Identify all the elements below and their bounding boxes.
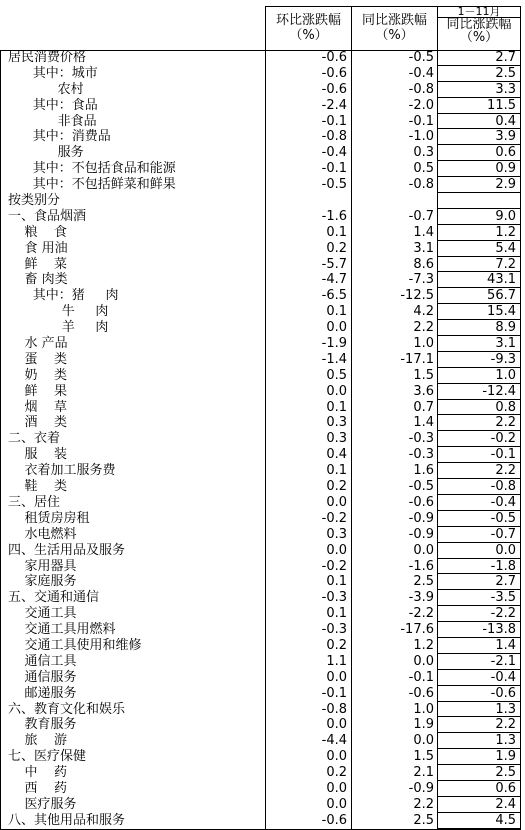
ytd-yoy-value: -12.4: [437, 384, 521, 400]
yoy-value: 3.6: [351, 384, 437, 400]
mom-value: 0.1: [265, 463, 351, 479]
row-label: 家用器具: [8, 558, 77, 574]
row-label: 畜 肉类: [8, 272, 68, 288]
table-row: [0, 670, 525, 686]
row-label: 食 用油: [8, 240, 68, 256]
row-label: 七、医疗保健: [8, 749, 87, 765]
yoy-value: -0.7: [351, 209, 437, 225]
mom-value: 0.2: [265, 638, 351, 654]
mom-value: 0.3: [265, 415, 351, 431]
table-row: [0, 272, 525, 288]
ytd-yoy-value: -0.4: [437, 670, 521, 686]
table-row: [0, 66, 525, 82]
mom-value: [265, 193, 351, 209]
mom-value: -0.1: [265, 161, 351, 177]
yoy-value: 8.6: [351, 257, 437, 273]
ytd-yoy-value: -9.3: [437, 352, 521, 368]
row-label: 中 药: [8, 765, 68, 781]
header-mom-change: [265, 6, 351, 50]
table-row: [0, 114, 525, 130]
mom-value: 0.3: [265, 527, 351, 543]
yoy-value: -0.8: [351, 177, 437, 193]
row-label: 教育服务: [8, 717, 77, 733]
row-label: 其中：食品: [8, 97, 98, 113]
ytd-yoy-value: -0.7: [437, 527, 521, 543]
yoy-value: 1.2: [351, 638, 437, 654]
mom-value: -4.7: [265, 272, 351, 288]
ytd-yoy-value: 0.9: [437, 161, 521, 177]
row-label: 二、衣着: [8, 431, 61, 447]
table-row: [0, 336, 525, 352]
row-label: 水 产品: [8, 336, 68, 352]
table-row: [0, 781, 525, 797]
yoy-value: 1.6: [351, 463, 437, 479]
table-row: [0, 82, 525, 98]
yoy-value: -0.3: [351, 447, 437, 463]
ytd-yoy-value: 0.4: [437, 114, 521, 130]
row-label: 烟 草: [8, 399, 68, 415]
yoy-value: 0.0: [351, 733, 437, 749]
mom-value: -0.8: [265, 129, 351, 145]
yoy-value: 2.5: [351, 574, 437, 590]
ytd-yoy-value: -1.8: [437, 559, 521, 575]
mom-value: 0.4: [265, 447, 351, 463]
table-row: [0, 654, 525, 670]
mom-value: 0.2: [265, 765, 351, 781]
header-ytd-yoy-change: [437, 6, 521, 50]
mom-value: 0.3: [265, 431, 351, 447]
row-label: 水电燃料: [8, 526, 77, 542]
header-yoy-unit: （%）: [375, 28, 414, 43]
table-row: [0, 606, 525, 622]
row-label: 非食品: [8, 113, 97, 129]
yoy-value: -0.4: [351, 66, 437, 82]
mom-value: -0.2: [265, 511, 351, 527]
yoy-value: 3.1: [351, 241, 437, 257]
table-row: [0, 813, 525, 829]
ytd-yoy-value: 2.2: [437, 463, 521, 479]
ytd-yoy-value: 56.7: [437, 288, 521, 304]
row-label: 衣着加工服务费: [8, 463, 116, 479]
yoy-value: -12.5: [351, 288, 437, 304]
ytd-yoy-value: 3.1: [437, 336, 521, 352]
table-row: [0, 50, 525, 66]
ytd-yoy-value: 2.4: [437, 797, 521, 813]
yoy-value: 2.2: [351, 320, 437, 336]
row-label: 其中：不包括食品和能源: [8, 161, 176, 177]
mom-value: -0.2: [265, 559, 351, 575]
row-label: 八、其他用品和服务: [8, 812, 126, 828]
table-row: [0, 543, 525, 559]
row-label: 服 装: [8, 447, 68, 463]
yoy-value: -17.1: [351, 352, 437, 368]
ytd-yoy-value: -0.6: [437, 686, 521, 702]
ytd-yoy-value: 2.5: [437, 765, 521, 781]
mom-value: 0.1: [265, 606, 351, 622]
ytd-yoy-value: 2.7: [437, 574, 521, 590]
row-label: 牛 肉: [8, 304, 109, 320]
row-label: 交通工具: [8, 606, 77, 622]
table-row: [0, 686, 525, 702]
yoy-value: 2.5: [351, 813, 437, 829]
yoy-value: -0.9: [351, 511, 437, 527]
ytd-yoy-value: 9.0: [437, 209, 521, 225]
ytd-yoy-value: 1.3: [437, 702, 521, 718]
mom-value: 0.0: [265, 797, 351, 813]
ytd-yoy-value: -0.2: [437, 431, 521, 447]
row-label: 邮递服务: [8, 685, 77, 701]
table-row: [0, 225, 525, 241]
table-row: [0, 622, 525, 638]
table-row: [0, 177, 525, 193]
row-label: 租赁房房租: [8, 510, 90, 526]
ytd-yoy-value: -0.4: [437, 495, 521, 511]
row-label: 五、交通和通信: [8, 590, 100, 606]
yoy-value: -1.6: [351, 559, 437, 575]
header-yoy-change: [351, 6, 437, 50]
ytd-yoy-value: -13.8: [437, 622, 521, 638]
yoy-value: 1.9: [351, 717, 437, 733]
mom-value: 0.0: [265, 749, 351, 765]
yoy-value: -0.1: [351, 114, 437, 130]
yoy-value: -7.3: [351, 272, 437, 288]
row-label: 服务: [8, 145, 84, 161]
mom-value: -0.1: [265, 114, 351, 130]
yoy-value: 1.5: [351, 368, 437, 384]
table-row: [0, 320, 525, 336]
mom-value: 0.5: [265, 368, 351, 384]
table-row: [0, 161, 525, 177]
row-label: 家庭服务: [8, 574, 77, 590]
mom-value: 0.2: [265, 241, 351, 257]
mom-value: -1.4: [265, 352, 351, 368]
yoy-value: 0.5: [351, 161, 437, 177]
table-row: [0, 511, 525, 527]
mom-value: 0.0: [265, 320, 351, 336]
yoy-value: -0.6: [351, 495, 437, 511]
row-label: 酒 类: [8, 415, 68, 431]
row-label: 西 药: [8, 780, 68, 796]
header-yoy-label: 同比涨跌幅: [361, 13, 427, 28]
ytd-yoy-value: 2.2: [437, 415, 521, 431]
ytd-yoy-value: 2.7: [437, 50, 521, 66]
ytd-yoy-value: 1.0: [437, 368, 521, 384]
mom-value: 1.1: [265, 654, 351, 670]
yoy-value: 2.1: [351, 765, 437, 781]
ytd-yoy-value: 3.9: [437, 129, 521, 145]
yoy-value: -0.3: [351, 431, 437, 447]
mom-value: -0.3: [265, 622, 351, 638]
row-label: 其中：猪 肉: [8, 288, 119, 304]
header-mom-label: 环比涨跌幅: [275, 13, 341, 28]
ytd-yoy-value: -2.1: [437, 654, 521, 670]
mom-value: -0.1: [265, 686, 351, 702]
mom-value: -5.7: [265, 257, 351, 273]
table-row: [0, 209, 525, 225]
row-label: 其中：城市: [8, 65, 98, 81]
yoy-value: -2.0: [351, 98, 437, 114]
ytd-yoy-value: 15.4: [437, 304, 521, 320]
table-row: [0, 574, 525, 590]
ytd-yoy-value: 1.2: [437, 225, 521, 241]
ytd-yoy-value: 0.0: [437, 543, 521, 559]
row-label: 粮 食: [8, 224, 68, 240]
table-body: [0, 50, 525, 829]
table-row: [0, 765, 525, 781]
yoy-value: [351, 193, 437, 209]
row-label: 奶 类: [8, 367, 68, 383]
yoy-value: 0.0: [351, 543, 437, 559]
ytd-yoy-value: 4.5: [437, 813, 521, 829]
mom-value: -6.5: [265, 288, 351, 304]
ytd-yoy-value: 3.3: [437, 82, 521, 98]
ytd-yoy-value: 0.8: [437, 400, 521, 416]
table-row: [0, 193, 525, 209]
yoy-value: -0.6: [351, 686, 437, 702]
ytd-yoy-value: -3.5: [437, 590, 521, 606]
mom-value: -0.4: [265, 145, 351, 161]
mom-value: 0.2: [265, 479, 351, 495]
mom-value: -0.8: [265, 702, 351, 718]
yoy-value: 1.5: [351, 749, 437, 765]
ytd-yoy-value: 5.4: [437, 241, 521, 257]
mom-value: 0.0: [265, 717, 351, 733]
table-row: [0, 527, 525, 543]
table-row: [0, 447, 525, 463]
row-label: 旅 游: [8, 733, 68, 749]
row-label: 羊 肉: [8, 320, 109, 336]
row-label: 医疗服务: [8, 796, 77, 812]
ytd-yoy-value: 2.5: [437, 66, 521, 82]
yoy-value: -0.1: [351, 670, 437, 686]
yoy-value: 1.0: [351, 336, 437, 352]
table-row: [0, 702, 525, 718]
mom-value: -0.6: [265, 813, 351, 829]
row-label: 一、食品烟酒: [8, 208, 87, 224]
yoy-value: -0.9: [351, 527, 437, 543]
table-row: [0, 749, 525, 765]
row-label: 通信服务: [8, 669, 77, 685]
table-row: [0, 129, 525, 145]
yoy-value: 0.7: [351, 400, 437, 416]
table-row: [0, 384, 525, 400]
ytd-yoy-value: 1.3: [437, 733, 521, 749]
table-row: [0, 638, 525, 654]
mom-value: -0.5: [265, 177, 351, 193]
row-label: 其中：不包括鲜菜和鲜果: [8, 177, 176, 193]
row-label: 蛋 类: [8, 351, 68, 367]
ytd-yoy-value: 11.5: [437, 98, 521, 114]
mom-value: 0.1: [265, 574, 351, 590]
ytd-yoy-value: -0.1: [437, 447, 521, 463]
header-ytd-label: 同比涨跌幅: [446, 17, 512, 32]
ytd-yoy-value: -2.2: [437, 606, 521, 622]
table-row: [0, 495, 525, 511]
mom-value: 0.1: [265, 304, 351, 320]
yoy-value: 4.2: [351, 304, 437, 320]
ytd-yoy-value: 1.4: [437, 638, 521, 654]
yoy-value: -0.8: [351, 82, 437, 98]
ytd-yoy-value: 1.9: [437, 749, 521, 765]
ytd-yoy-value: -0.5: [437, 511, 521, 527]
mom-value: -0.3: [265, 590, 351, 606]
row-label: 四、生活用品及服务: [8, 542, 126, 558]
table-row: [0, 415, 525, 431]
row-label: 农村: [8, 81, 84, 97]
row-label: 六、教育文化和娱乐: [8, 701, 126, 717]
mom-value: 0.0: [265, 781, 351, 797]
yoy-value: 0.3: [351, 145, 437, 161]
row-label: 鲜 果: [8, 383, 68, 399]
header-ytd-unit: （%）: [459, 30, 499, 45]
header-mom-unit: （%）: [289, 28, 328, 43]
ytd-yoy-value: [437, 193, 521, 209]
yoy-value: -2.2: [351, 606, 437, 622]
yoy-value: -0.5: [351, 479, 437, 495]
table-row: [0, 733, 525, 749]
table-row: [0, 145, 525, 161]
row-label: 居民消费价格: [8, 50, 87, 65]
row-label: 其中：消费品: [8, 129, 111, 145]
mom-value: 0.0: [265, 670, 351, 686]
table-row: [0, 463, 525, 479]
table-row: [0, 559, 525, 575]
yoy-value: 1.4: [351, 225, 437, 241]
ytd-yoy-value: -0.8: [437, 479, 521, 495]
yoy-value: 0.0: [351, 654, 437, 670]
table-row: [0, 431, 525, 447]
table-row: [0, 257, 525, 273]
mom-value: 0.0: [265, 495, 351, 511]
ytd-yoy-value: 43.1: [437, 272, 521, 288]
ytd-yoy-value: 7.2: [437, 257, 521, 273]
table-row: [0, 352, 525, 368]
ytd-yoy-value: 0.6: [437, 145, 521, 161]
mom-value: -1.9: [265, 336, 351, 352]
ytd-yoy-value: 8.9: [437, 320, 521, 336]
row-label: 三、居住: [8, 494, 61, 510]
header-ytd-period: 1－11月: [438, 7, 520, 18]
table-row: [0, 288, 525, 304]
ytd-yoy-value: 2.2: [437, 717, 521, 733]
ytd-yoy-value: 2.9: [437, 177, 521, 193]
ytd-yoy-value: 0.6: [437, 781, 521, 797]
yoy-value: -3.9: [351, 590, 437, 606]
table-row: [0, 797, 525, 813]
table-row: [0, 98, 525, 114]
table-row: [0, 241, 525, 257]
mom-value: 0.1: [265, 400, 351, 416]
mom-value: 0.0: [265, 384, 351, 400]
yoy-value: -17.6: [351, 622, 437, 638]
mom-value: 0.0: [265, 543, 351, 559]
yoy-value: 1.4: [351, 415, 437, 431]
table-row: [0, 304, 525, 320]
yoy-value: -1.0: [351, 129, 437, 145]
mom-value: -0.6: [265, 50, 351, 66]
yoy-value: -0.9: [351, 781, 437, 797]
row-label: 按类别分: [8, 193, 61, 209]
mom-value: -1.6: [265, 209, 351, 225]
row-label: 鞋 类: [8, 479, 68, 495]
row-label: 通信工具: [8, 653, 77, 669]
table-row: [0, 590, 525, 606]
mom-value: -2.4: [265, 98, 351, 114]
table-row: [0, 479, 525, 495]
row-label: 交通工具使用和维修: [8, 637, 142, 653]
table-row: [0, 368, 525, 384]
yoy-value: -0.5: [351, 50, 437, 66]
yoy-value: 1.0: [351, 702, 437, 718]
row-label: 交通工具用燃料: [8, 622, 116, 638]
mom-value: -0.6: [265, 82, 351, 98]
table-row: [0, 400, 525, 416]
mom-value: 0.1: [265, 225, 351, 241]
table-row: [0, 717, 525, 733]
mom-value: -4.4: [265, 733, 351, 749]
mom-value: -0.6: [265, 66, 351, 82]
yoy-value: 2.2: [351, 797, 437, 813]
row-label: 鲜 菜: [8, 256, 68, 272]
